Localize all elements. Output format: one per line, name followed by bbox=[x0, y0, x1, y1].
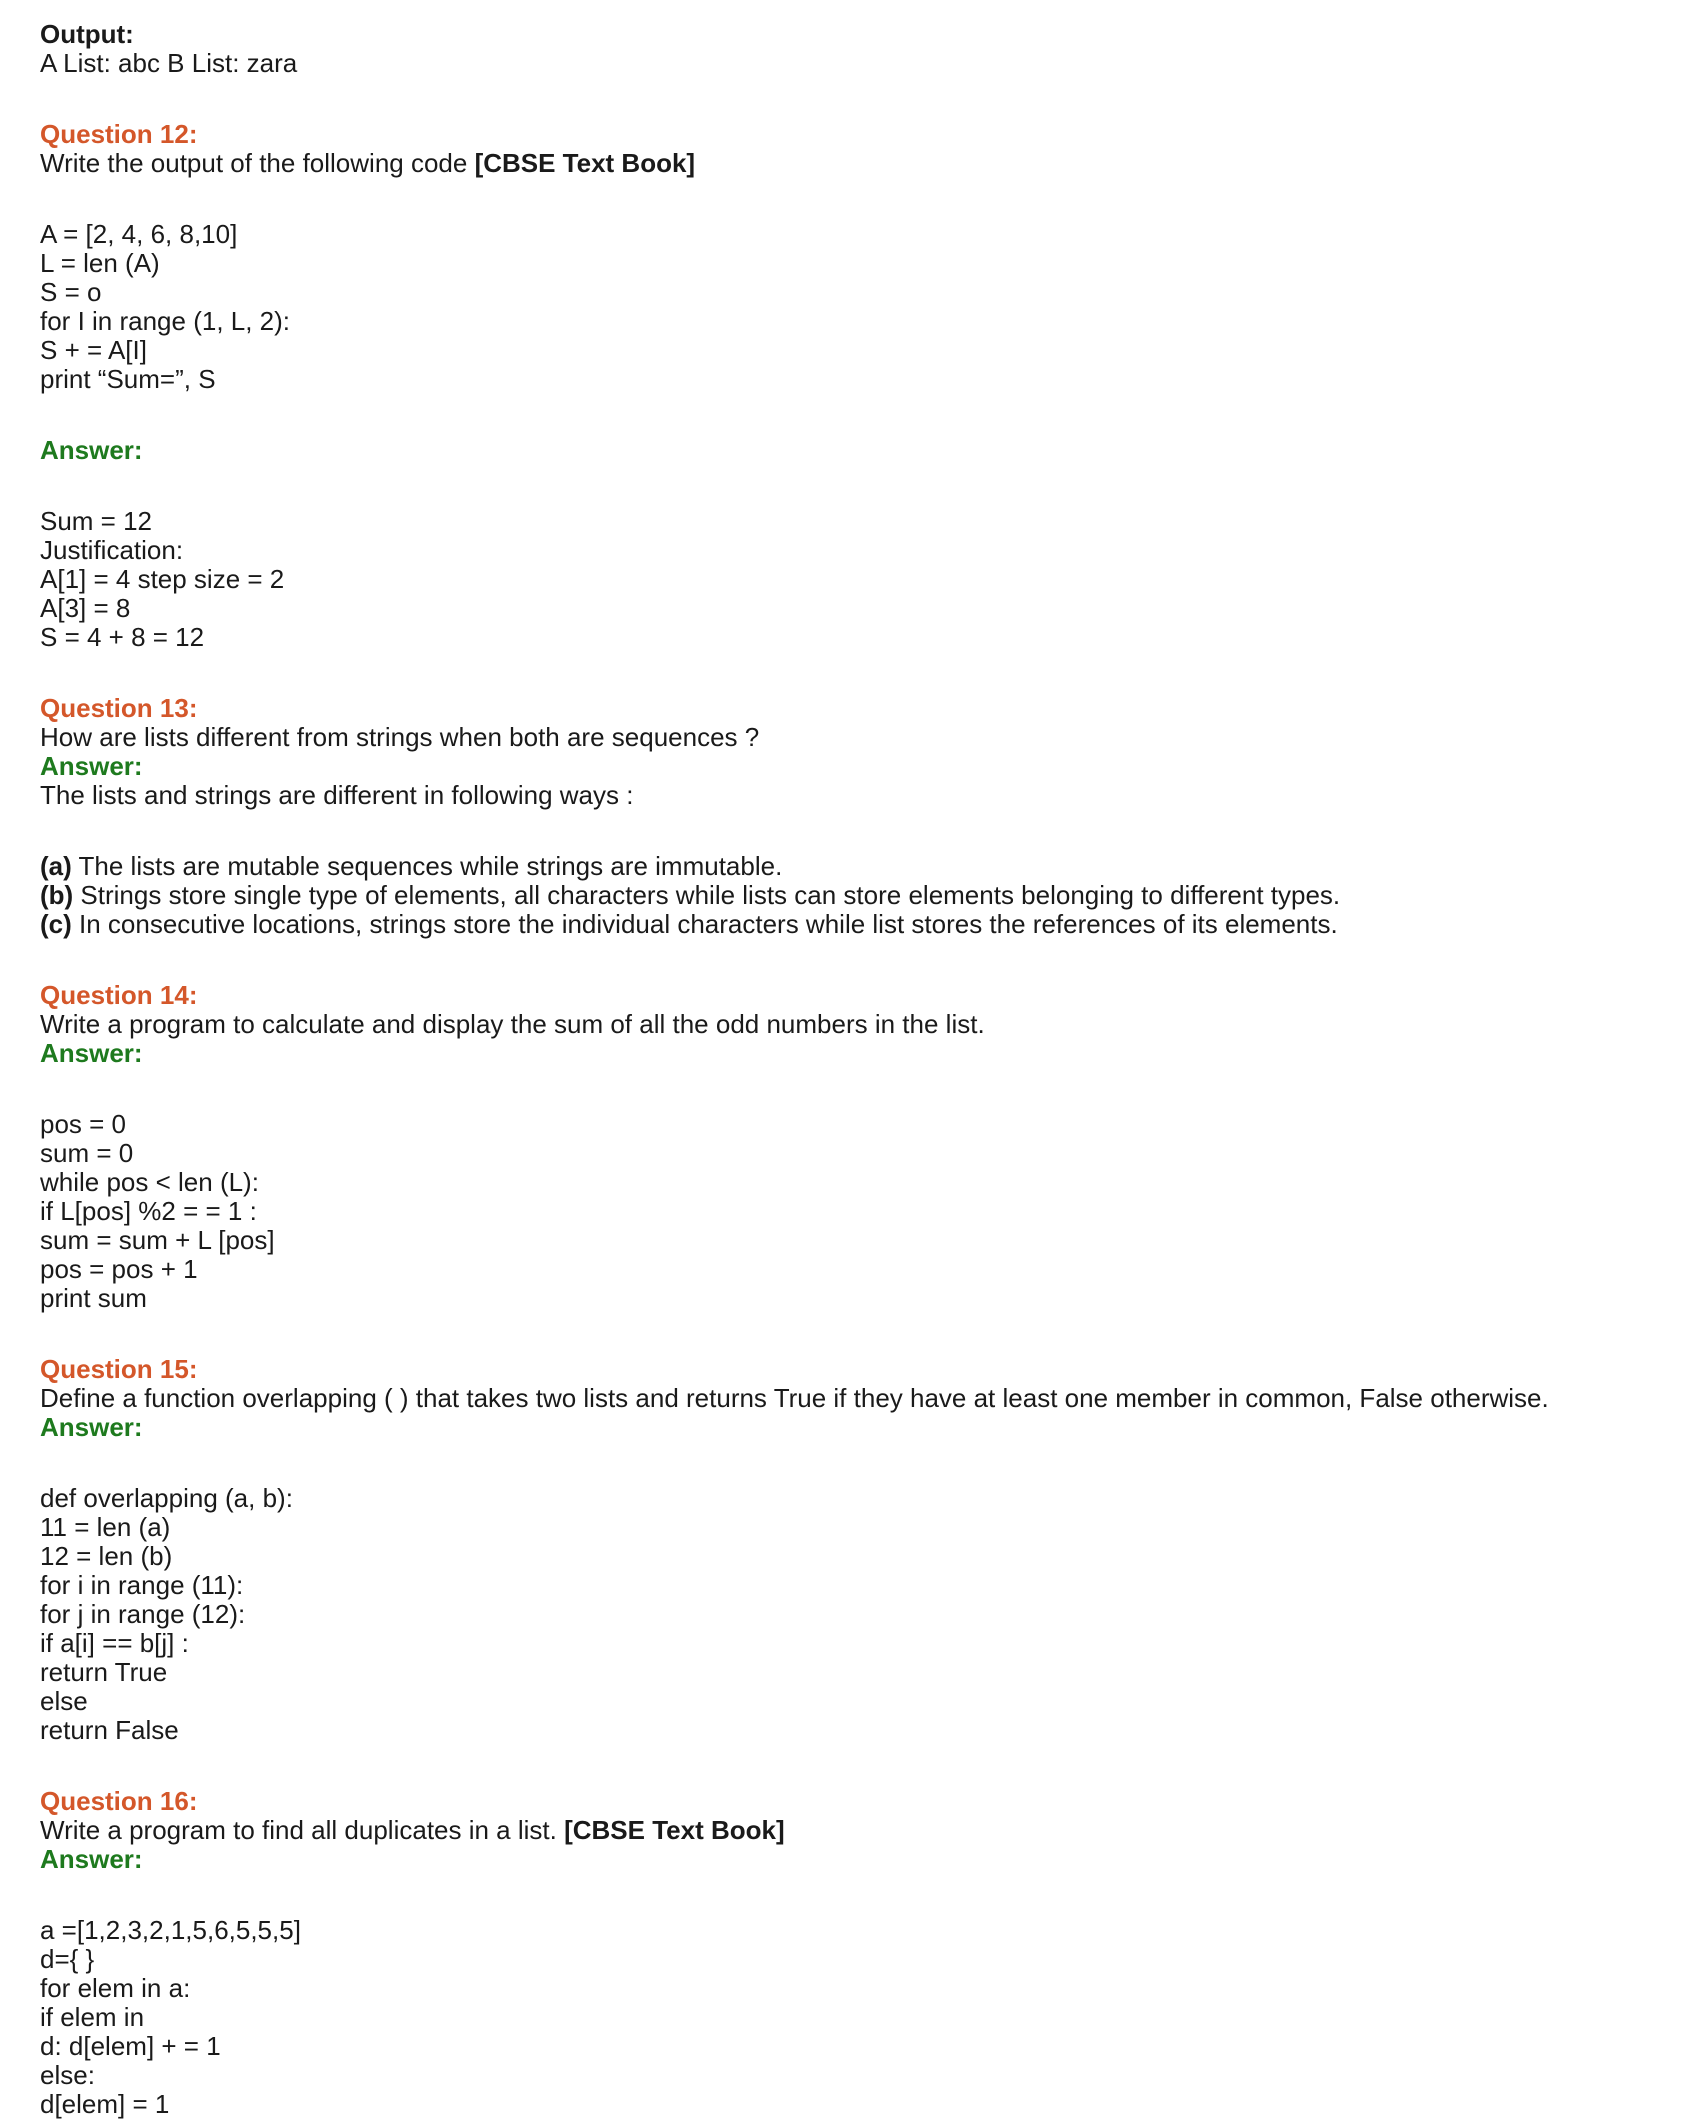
q14-code-line: sum = 0 bbox=[40, 1138, 134, 1168]
q12-code-line: print “Sum=”, S bbox=[40, 364, 216, 394]
spacer bbox=[40, 1068, 1660, 1110]
output-label: Output: bbox=[40, 19, 134, 49]
question-16-source-tag: [CBSE Text Book] bbox=[564, 1815, 785, 1845]
spacer bbox=[40, 1442, 1660, 1484]
q13-point-text: Strings store single type of elements, all characters while lists can store elements belonging to different types. bbox=[73, 880, 1341, 910]
question-16-title: Question 16: bbox=[40, 1786, 198, 1816]
question-14-prompt: Write a program to calculate and display the sum of all the odd numbers in the list. bbox=[40, 1009, 985, 1039]
question-12-prompt-text: Write the output of the following code bbox=[40, 148, 475, 178]
q14-code-line: pos = 0 bbox=[40, 1109, 127, 1139]
document-page bbox=[40, 20, 1660, 2119]
spacer bbox=[40, 78, 1660, 120]
q12-code-line: L = len (A) bbox=[40, 248, 160, 278]
question-13-intro: The lists and strings are different in following ways : bbox=[40, 780, 634, 810]
q12-answer-line: A[3] = 8 bbox=[40, 593, 131, 623]
q16-code-line: d: d[elem] + = 1 bbox=[40, 2031, 221, 2061]
q12-code-line: S = o bbox=[40, 277, 102, 307]
question-16-answer-label: Answer: bbox=[40, 1844, 143, 1874]
q15-code-line: 12 = len (b) bbox=[40, 1541, 173, 1571]
spacer bbox=[40, 939, 1660, 981]
spacer bbox=[40, 652, 1660, 694]
q15-code-line: for j in range (12): bbox=[40, 1599, 246, 1629]
q13-point-label: (b) bbox=[40, 880, 74, 910]
q16-code-line: for elem in a: bbox=[40, 1973, 191, 2003]
question-13-answer-label: Answer: bbox=[40, 751, 143, 781]
q14-code-line: sum = sum + L [pos] bbox=[40, 1225, 275, 1255]
q12-code-line: A = [2, 4, 6, 8,10] bbox=[40, 219, 238, 249]
q13-point-label: (a) bbox=[40, 851, 72, 881]
question-16-prompt bbox=[40, 1816, 1660, 1845]
q16-code-line: d[elem] = 1 bbox=[40, 2089, 170, 2119]
question-12-prompt bbox=[40, 149, 1660, 178]
question-15-title: Question 15: bbox=[40, 1354, 198, 1384]
spacer bbox=[40, 394, 1660, 436]
q14-code-line: while pos < len (L): bbox=[40, 1167, 259, 1197]
q13-point bbox=[40, 852, 1660, 881]
question-15-prompt: Define a function overlapping ( ) that takes two lists and returns True if they have at least one member in common, False otherwise. bbox=[40, 1383, 1549, 1413]
question-15-answer-label: Answer: bbox=[40, 1412, 143, 1442]
question-13-prompt: How are lists different from strings when both are sequences ? bbox=[40, 722, 760, 752]
q13-point-label: (c) bbox=[40, 909, 72, 939]
spacer bbox=[40, 178, 1660, 220]
output-text: A List: abc B List: zara bbox=[40, 48, 298, 78]
question-14-answer-label: Answer: bbox=[40, 1038, 143, 1068]
q12-code-line: S + = A[I] bbox=[40, 335, 147, 365]
q14-code-line: pos = pos + 1 bbox=[40, 1254, 198, 1284]
q12-answer-line: Justification: bbox=[40, 535, 184, 565]
q13-point-text: The lists are mutable sequences while strings are immutable. bbox=[71, 851, 783, 881]
question-14-title: Question 14: bbox=[40, 980, 198, 1010]
question-13-title: Question 13: bbox=[40, 693, 198, 723]
q16-code-line: else: bbox=[40, 2060, 95, 2090]
q14-code-line: print sum bbox=[40, 1283, 147, 1313]
spacer bbox=[40, 1874, 1660, 1916]
q16-code-line: a =[1,2,3,2,1,5,6,5,5,5] bbox=[40, 1915, 301, 1945]
spacer bbox=[40, 810, 1660, 852]
question-12-source-tag: [CBSE Text Book] bbox=[474, 148, 696, 178]
q15-code-line: def overlapping (a, b): bbox=[40, 1483, 293, 1513]
question-16-prompt-text: Write a program to find all duplicates in a list. bbox=[40, 1815, 565, 1845]
q12-code-line: for I in range (1, L, 2): bbox=[40, 306, 291, 336]
q15-code-line: return True bbox=[40, 1657, 168, 1687]
q15-code-line: if a[i] == b[j] : bbox=[40, 1628, 189, 1658]
q15-code-line: for i in range (11): bbox=[40, 1570, 244, 1600]
q15-code-line: 11 = len (a) bbox=[40, 1512, 171, 1542]
spacer bbox=[40, 465, 1660, 507]
q13-point bbox=[40, 881, 1660, 910]
q12-answer-line: Sum = 12 bbox=[40, 506, 153, 536]
spacer bbox=[40, 1313, 1660, 1355]
q14-code-line: if L[pos] %2 = = 1 : bbox=[40, 1196, 257, 1226]
q12-answer-line: A[1] = 4 step size = 2 bbox=[40, 564, 285, 594]
question-12-title: Question 12: bbox=[40, 119, 198, 149]
q15-code-line: else bbox=[40, 1686, 88, 1716]
q13-point bbox=[40, 910, 1660, 939]
question-12-answer-label: Answer: bbox=[40, 435, 143, 465]
q12-answer-line: S = 4 + 8 = 12 bbox=[40, 622, 205, 652]
spacer bbox=[40, 1745, 1660, 1787]
q16-code-line: if elem in bbox=[40, 2002, 145, 2032]
q16-code-line: d={ } bbox=[40, 1944, 95, 1974]
q15-code-line: return False bbox=[40, 1715, 179, 1745]
q13-point-text: In consecutive locations, strings store the individual characters while list stores the references of its elements. bbox=[71, 909, 1338, 939]
